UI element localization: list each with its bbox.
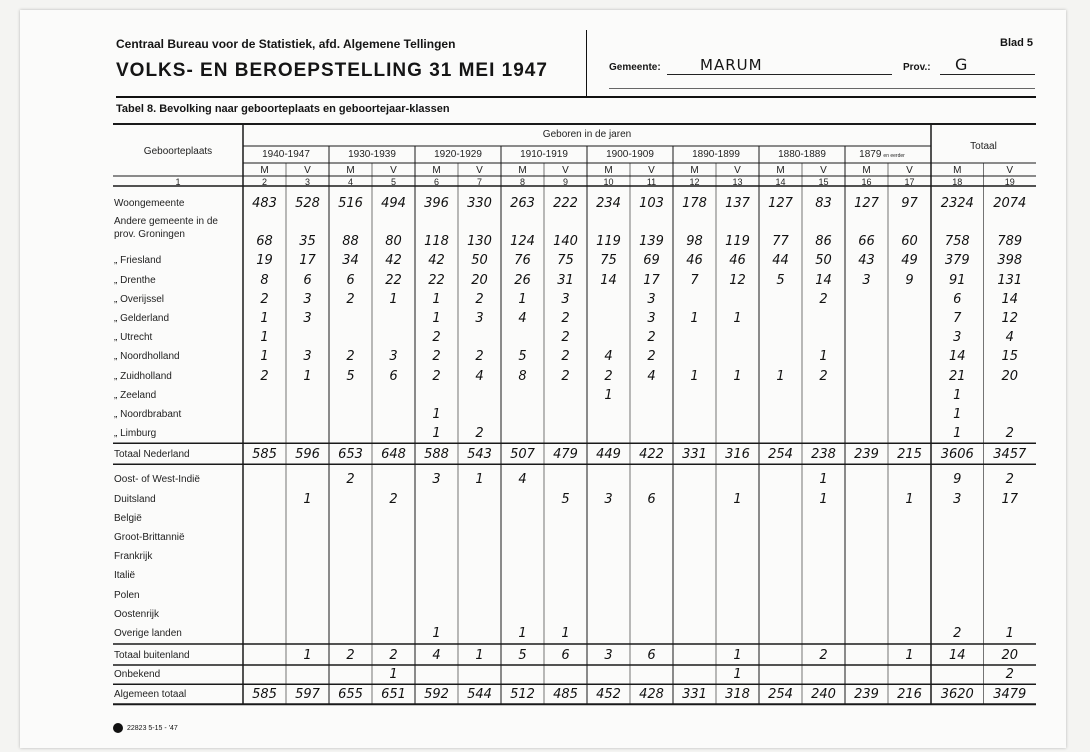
column-number: 18 [952, 177, 963, 187]
cell-value: 239 [854, 447, 879, 463]
cell-value: 2 [1005, 667, 1014, 683]
cell-value: 1 [953, 387, 962, 403]
row-label: Andere gemeente in de [114, 216, 218, 228]
cell-value: 1 [518, 291, 527, 307]
cell-value: 2 [260, 368, 269, 384]
column-number: 3 [304, 177, 310, 187]
cell-value: 12 [729, 272, 746, 288]
cell-value: 1 [733, 311, 742, 326]
cell-value: 3 [647, 311, 656, 326]
cell-value: 68 [256, 234, 273, 250]
row-label: Groot-Brittannië [114, 532, 185, 543]
column-number: 2 [261, 177, 267, 187]
cell-value: 50 [815, 253, 832, 269]
row-label: Totaal buitenland [114, 650, 190, 661]
cell-value: 3 [475, 311, 484, 326]
cell-value: 479 [553, 447, 578, 463]
cell-value: 2 [1005, 426, 1014, 442]
cell-value: 2 [475, 349, 484, 365]
cell-value: 2 [1005, 472, 1014, 488]
period-header: 1930-1939 [348, 149, 396, 160]
cell-value: 1 [475, 648, 484, 663]
cell-value: 7 [690, 272, 699, 288]
cell-value: 49 [901, 253, 918, 269]
cell-value: 140 [553, 234, 578, 250]
cell-value: 2 [432, 368, 441, 384]
cell-value: 6 [561, 648, 570, 663]
column-number: 9 [562, 177, 568, 187]
row-label: Overige landen [114, 628, 182, 639]
gemeente-value: MARUM [700, 56, 763, 74]
organization-name: Centraal Bureau voor de Statistiek, afd. Algemene Tellingen [116, 37, 456, 51]
cell-value: 5 [518, 648, 527, 663]
cell-value: 1 [733, 648, 742, 663]
row-label: „ Overijssel [114, 293, 165, 305]
cell-value: 512 [510, 687, 535, 703]
cell-value: 254 [768, 447, 793, 463]
row-label: „ Gelderland [114, 313, 170, 324]
period-header: 1900-1909 [606, 149, 654, 160]
cell-value: 77 [772, 234, 789, 250]
cell-value: 4 [518, 472, 527, 488]
cell-value: 1 [953, 426, 962, 442]
cell-value: 3 [389, 349, 398, 365]
cell-value: 26 [514, 272, 531, 288]
cell-value: 3 [303, 349, 312, 365]
cell-value: 6 [647, 491, 656, 507]
total-header: Totaal [970, 141, 997, 152]
cell-value: 83 [815, 196, 832, 212]
cell-value: 6 [389, 368, 398, 384]
column-number: 15 [818, 177, 829, 187]
cell-value: 31 [557, 272, 574, 288]
born-years-header: Geboren in de jaren [542, 129, 632, 140]
cell-value: 130 [467, 234, 492, 250]
cell-value: 2 [561, 349, 570, 365]
cell-value: 379 [944, 253, 970, 269]
cell-value: 331 [682, 687, 707, 703]
row-label: Duitsland [114, 493, 156, 505]
cell-value: 1 [389, 667, 398, 683]
cell-value: 1 [690, 311, 699, 326]
cell-value: 124 [510, 234, 535, 250]
cell-value: 20 [1001, 368, 1019, 384]
row-label: „ Drenthe [114, 274, 156, 286]
cell-value: 1 [260, 311, 269, 326]
cell-value: 3 [953, 491, 962, 507]
cell-value: 12 [1001, 311, 1019, 326]
sex-header: V [820, 165, 827, 176]
cell-value: 137 [725, 196, 750, 212]
column-number: 11 [646, 177, 657, 187]
cell-value: 46 [686, 253, 703, 269]
cell-value: 2 [346, 648, 355, 663]
cell-value: 1 [819, 491, 828, 507]
cell-value: 240 [811, 687, 836, 703]
cell-value: 2 [389, 491, 398, 507]
cell-value: 69 [643, 253, 660, 269]
sex-header: M [862, 165, 871, 176]
sex-header: V [562, 165, 569, 176]
cell-value: 5 [561, 491, 570, 507]
cell-value: 127 [854, 196, 879, 212]
cell-value: 1 [303, 491, 312, 507]
cell-value: 4 [518, 311, 527, 326]
cell-value: 544 [467, 687, 492, 703]
cell-value: 263 [510, 196, 535, 212]
cell-value: 1 [1005, 626, 1014, 641]
cell-value: 592 [424, 687, 449, 703]
cell-value: 2 [647, 349, 656, 365]
cell-value: 1 [260, 330, 269, 346]
cell-value: 5 [518, 349, 527, 365]
cell-value: 494 [381, 196, 406, 212]
cell-value: 1 [905, 648, 914, 663]
cell-value: 4 [432, 648, 441, 663]
cell-value: 9 [953, 472, 962, 488]
row-label: België [114, 512, 142, 524]
cell-value: 42 [428, 253, 445, 269]
column-number: 12 [689, 177, 700, 187]
cell-value: 15 [1001, 349, 1019, 365]
cell-value: 1 [303, 648, 312, 663]
cell-value: 2 [346, 472, 355, 488]
cell-value: 1 [561, 626, 570, 641]
cell-value: 60 [901, 234, 918, 250]
row-label: Italië [114, 570, 136, 582]
cell-value: 9 [905, 272, 914, 288]
cell-value: 653 [338, 447, 363, 463]
cell-value: 91 [948, 272, 966, 288]
cell-value: 118 [424, 234, 449, 250]
cell-value: 483 [252, 196, 277, 212]
sex-header: V [906, 165, 913, 176]
column-number: 10 [603, 177, 614, 187]
cell-value: 2 [561, 368, 570, 384]
period-note: en eerder [883, 153, 905, 159]
cell-value: 6 [953, 291, 962, 307]
cell-value: 597 [295, 687, 320, 703]
cell-value: 3 [604, 648, 613, 663]
cell-value: 3 [604, 491, 613, 507]
row-label: prov. Groningen [114, 229, 185, 241]
column-number: 5 [390, 177, 396, 187]
cell-value: 1 [260, 349, 269, 365]
cell-value: 50 [471, 253, 488, 269]
cell-value: 396 [424, 196, 449, 212]
period-header: 1880-1889 [778, 149, 826, 160]
cell-value: 485 [553, 687, 578, 703]
cell-value: 2 [819, 648, 828, 663]
row-label: „ Noordholland [114, 351, 180, 363]
cell-value: 216 [897, 687, 922, 703]
cell-value: 178 [682, 196, 707, 212]
cell-value: 1 [604, 387, 613, 403]
cell-value: 1 [690, 368, 699, 384]
cell-value: 66 [858, 234, 875, 250]
cell-value: 449 [596, 447, 621, 463]
cell-value: 2 [475, 291, 484, 307]
column-number: 6 [433, 177, 439, 187]
cell-value: 3606 [940, 447, 974, 463]
sheet-number: Blad 5 [1000, 37, 1034, 49]
sex-header: V [648, 165, 655, 176]
cell-value: 3 [647, 291, 656, 307]
cell-value: 331 [682, 447, 707, 463]
cell-value: 648 [381, 447, 406, 463]
cell-value: 1 [432, 291, 441, 307]
sex-header: V [734, 165, 741, 176]
cell-value: 14 [948, 648, 966, 663]
cell-value: 88 [342, 234, 359, 250]
cell-value: 86 [815, 234, 832, 250]
cell-value: 21 [948, 368, 966, 384]
cell-value: 8 [260, 272, 269, 288]
cell-value: 4 [647, 368, 656, 384]
cell-value: 127 [768, 196, 793, 212]
printer-logo-icon [113, 723, 123, 733]
cell-value: 585 [252, 687, 277, 703]
cell-value: 1 [776, 368, 785, 384]
cell-value: 588 [424, 447, 449, 463]
cell-value: 1 [905, 491, 914, 507]
sex-header: M [604, 165, 613, 176]
cell-value: 330 [467, 196, 492, 212]
cell-value: 119 [596, 234, 621, 250]
cell-value: 528 [295, 196, 320, 212]
column-number: 16 [861, 177, 872, 187]
sex-header: M [953, 165, 962, 176]
period-header: 1920-1929 [434, 149, 482, 160]
cell-value: 6 [303, 272, 312, 288]
cell-value: 516 [338, 196, 363, 212]
cell-value: 398 [997, 253, 1023, 269]
column-number: 14 [775, 177, 786, 187]
cell-value: 4 [1005, 330, 1014, 346]
cell-value: 238 [811, 447, 836, 463]
cell-value: 758 [944, 234, 970, 250]
cell-value: 452 [596, 687, 621, 703]
cell-value: 1 [733, 491, 742, 507]
cell-value: 139 [639, 234, 664, 250]
cell-value: 2 [346, 349, 355, 365]
cell-value: 2 [561, 311, 570, 326]
cell-value: 1 [303, 368, 312, 384]
cell-value: 2 [561, 330, 570, 346]
cell-value: 239 [854, 687, 879, 703]
cell-value: 75 [600, 253, 617, 269]
period-header: 1890-1899 [692, 149, 740, 160]
cell-value: 789 [997, 234, 1023, 250]
cell-value: 3 [561, 291, 570, 307]
cell-value: 3620 [940, 687, 974, 703]
form-title: VOLKS- EN BEROEPSTELLING 31 MEI 1947 [116, 60, 548, 81]
cell-value: 7 [953, 311, 962, 326]
table-title: Tabel 8. Bevolking naar geboorteplaats en geboortejaar-klassen [116, 103, 450, 115]
cell-value: 3 [953, 330, 962, 346]
row-label: „ Noordbrabant [114, 409, 182, 420]
cell-value: 44 [772, 253, 789, 269]
column-number: 13 [732, 177, 743, 187]
cell-value: 42 [385, 253, 402, 269]
cell-value: 3 [862, 272, 871, 288]
cell-value: 1 [432, 407, 441, 422]
cell-value: 507 [510, 447, 535, 463]
cell-value: 6 [346, 272, 355, 288]
cell-value: 8 [518, 368, 527, 384]
sex-header: V [476, 165, 483, 176]
cell-value: 1 [953, 407, 962, 422]
period-header: 1910-1919 [520, 149, 568, 160]
cell-value: 1 [518, 626, 527, 641]
province-label: Prov.: [903, 62, 931, 73]
column-number: 19 [1004, 177, 1015, 187]
column-number: 4 [347, 177, 353, 187]
cell-value: 1 [389, 291, 398, 307]
cell-value: 655 [338, 687, 363, 703]
sex-header: V [390, 165, 397, 176]
cell-value: 422 [639, 447, 664, 463]
cell-value: 35 [299, 234, 316, 250]
cell-value: 4 [475, 368, 484, 384]
cell-value: 2 [346, 291, 355, 307]
cell-value: 1 [432, 626, 441, 641]
cell-value: 6 [647, 648, 656, 663]
row-label: Frankrijk [114, 551, 153, 563]
cell-value: 543 [467, 447, 492, 463]
cell-value: 1 [432, 426, 441, 442]
cell-value: 3457 [993, 447, 1027, 463]
cell-value: 2 [432, 330, 441, 346]
column-number: 8 [519, 177, 525, 187]
cell-value: 97 [901, 196, 918, 212]
cell-value: 103 [639, 196, 664, 212]
row-label: „ Zeeland [114, 389, 157, 401]
cell-value: 17 [299, 253, 316, 269]
cell-value: 2 [604, 368, 613, 384]
cell-value: 1 [432, 311, 441, 326]
cell-value: 1 [733, 368, 742, 384]
cell-value: 1 [475, 472, 484, 488]
cell-value: 46 [729, 253, 746, 269]
cell-value: 215 [897, 447, 922, 463]
row-label: Algemeen totaal [114, 689, 187, 701]
cell-value: 2 [260, 291, 269, 307]
cell-value: 5 [776, 272, 785, 288]
cell-value: 318 [725, 687, 750, 703]
row-label: Onbekend [114, 669, 161, 681]
sex-header: V [304, 165, 311, 176]
row-label: Totaal Nederland [114, 449, 190, 461]
print-code: 22823 5-15 - '47 [127, 724, 178, 732]
cell-value: 17 [1001, 491, 1019, 507]
cell-value: 34 [342, 253, 359, 269]
cell-value: 222 [553, 196, 578, 212]
sex-header: M [432, 165, 441, 176]
cell-value: 2 [475, 426, 484, 442]
province-value: G [955, 55, 968, 74]
print-stamp [113, 723, 178, 733]
cell-value: 234 [596, 196, 621, 212]
cell-value: 22 [428, 272, 445, 288]
cell-value: 14 [600, 272, 617, 288]
column-number: 17 [904, 177, 915, 187]
period-header: 1940-1947 [262, 149, 310, 160]
row-label: „ Zuidholland [114, 370, 172, 382]
cell-value: 98 [686, 234, 703, 250]
column-number: 7 [476, 177, 482, 187]
cell-value: 585 [252, 447, 277, 463]
cell-value: 428 [639, 687, 664, 703]
cell-value: 2 [432, 349, 441, 365]
cell-value: 76 [514, 253, 531, 269]
cell-value: 2 [389, 648, 398, 663]
cell-value: 20 [1001, 648, 1019, 663]
row-label: Polen [114, 589, 140, 601]
cell-value: 43 [858, 253, 875, 269]
birthplace-header: Geboorteplaats [143, 146, 213, 157]
row-label: Oostenrijk [114, 608, 160, 620]
period-header: 1879 en eerder [859, 149, 905, 160]
sex-header: M [776, 165, 785, 176]
cell-value: 14 [948, 349, 966, 365]
cell-value: 131 [997, 272, 1023, 288]
cell-value: 254 [768, 687, 793, 703]
row-label: Woongemeente [114, 198, 185, 210]
row-label: „ Limburg [114, 428, 157, 440]
row-label: „ Utrecht [114, 332, 153, 344]
cell-value: 14 [815, 272, 832, 288]
cell-value: 5 [346, 368, 355, 384]
cell-value: 4 [604, 349, 613, 365]
cell-value: 1 [819, 472, 828, 488]
cell-value: 1 [733, 667, 742, 683]
gemeente-label: Gemeente: [609, 62, 661, 73]
row-label: Oost- of West-Indië [114, 474, 200, 486]
cell-value: 3 [303, 291, 312, 307]
cell-value: 19 [256, 253, 273, 269]
cell-value: 2 [953, 626, 962, 641]
sex-header: M [346, 165, 355, 176]
cell-value: 3 [432, 472, 441, 488]
cell-value: 1 [819, 349, 828, 365]
cell-value: 20 [471, 272, 488, 288]
sex-header: V [1006, 165, 1014, 176]
sex-header: M [260, 165, 269, 176]
column-number: 1 [175, 177, 181, 187]
cell-value: 119 [725, 234, 750, 250]
cell-value: 651 [381, 687, 406, 703]
cell-value: 2 [819, 291, 828, 307]
cell-value: 2324 [940, 196, 974, 212]
cell-value: 2074 [993, 196, 1027, 212]
cell-value: 17 [643, 272, 660, 288]
cell-value: 75 [557, 253, 574, 269]
cell-value: 14 [1001, 291, 1019, 307]
cell-value: 2 [647, 330, 656, 346]
row-label: „ Friesland [114, 255, 162, 267]
sex-header: M [518, 165, 527, 176]
cell-value: 3479 [993, 687, 1027, 703]
cell-value: 3 [303, 311, 312, 326]
cell-value: 316 [725, 447, 750, 463]
sex-header: M [690, 165, 699, 176]
cell-value: 596 [295, 447, 320, 463]
cell-value: 2 [819, 368, 828, 384]
cell-value: 22 [385, 272, 402, 288]
cell-value: 80 [385, 234, 402, 250]
